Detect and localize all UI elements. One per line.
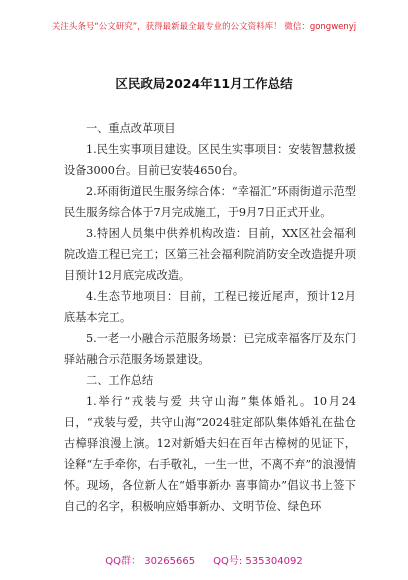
paragraph-item: 1.举行“戎装与爱 共守山海”集体婚礼。10月24日，“戎装与爱，共守山海”2024驻定部队集体婚礼在盐仓古樟驿浪漫上演。12对新婚夫妇在百年古樟树的见证下，诠释“左手牵你，右手敬礼，一生一世，不离不弃”的浪漫情怀。现场，各位新人在“婚事新办 喜事简办”倡议书上签下自己的名字，积极响应婚事新办、文明节俭、绿色环 [64,395,356,513]
header-banner: 关注头条号“公文研究”，获得最新最全最专业的公文资料库！ 微信：gongwenyj [51,22,357,32]
paragraph-item: 4.生态节地项目：目前，工程已接近尾声，预计12月底基本完工。 [64,290,356,324]
document-body [64,118,356,517]
footer-contact [0,552,408,567]
paragraph-item: 3.特困人员集中供养机构改造：目前，XX区社会福利院改造工程已完工；区第三社会福利院消防安全改造提升项目预计12月底完成改造。 [64,227,356,282]
paragraph-item: 2.环雨街道民生服务综合体：“幸福汇”环雨街道示范型民生服务综合体于7月完成施工，于9月7日正式开业。 [64,185,356,219]
footer-qq-group: QQ群： 30265665 [105,556,196,567]
paragraph-item: 1.民生实事项目建设。区民生实事项目：安装智慧救援设备3000台。目前已安装4650台。 [64,143,356,177]
section-heading-summary: 二、工作总结 [86,374,154,387]
footer-qq-number: QQ号: 535304092 [213,556,303,567]
paragraph-item: 5.一老一小融合示范服务场景：已完成幸福客厅及东门驿站融合示范服务场景建设。 [64,332,356,366]
document-title: 区民政局2024年11月工作总结 [115,76,293,91]
section-heading-reform: 一、重点改革项目 [86,122,176,135]
